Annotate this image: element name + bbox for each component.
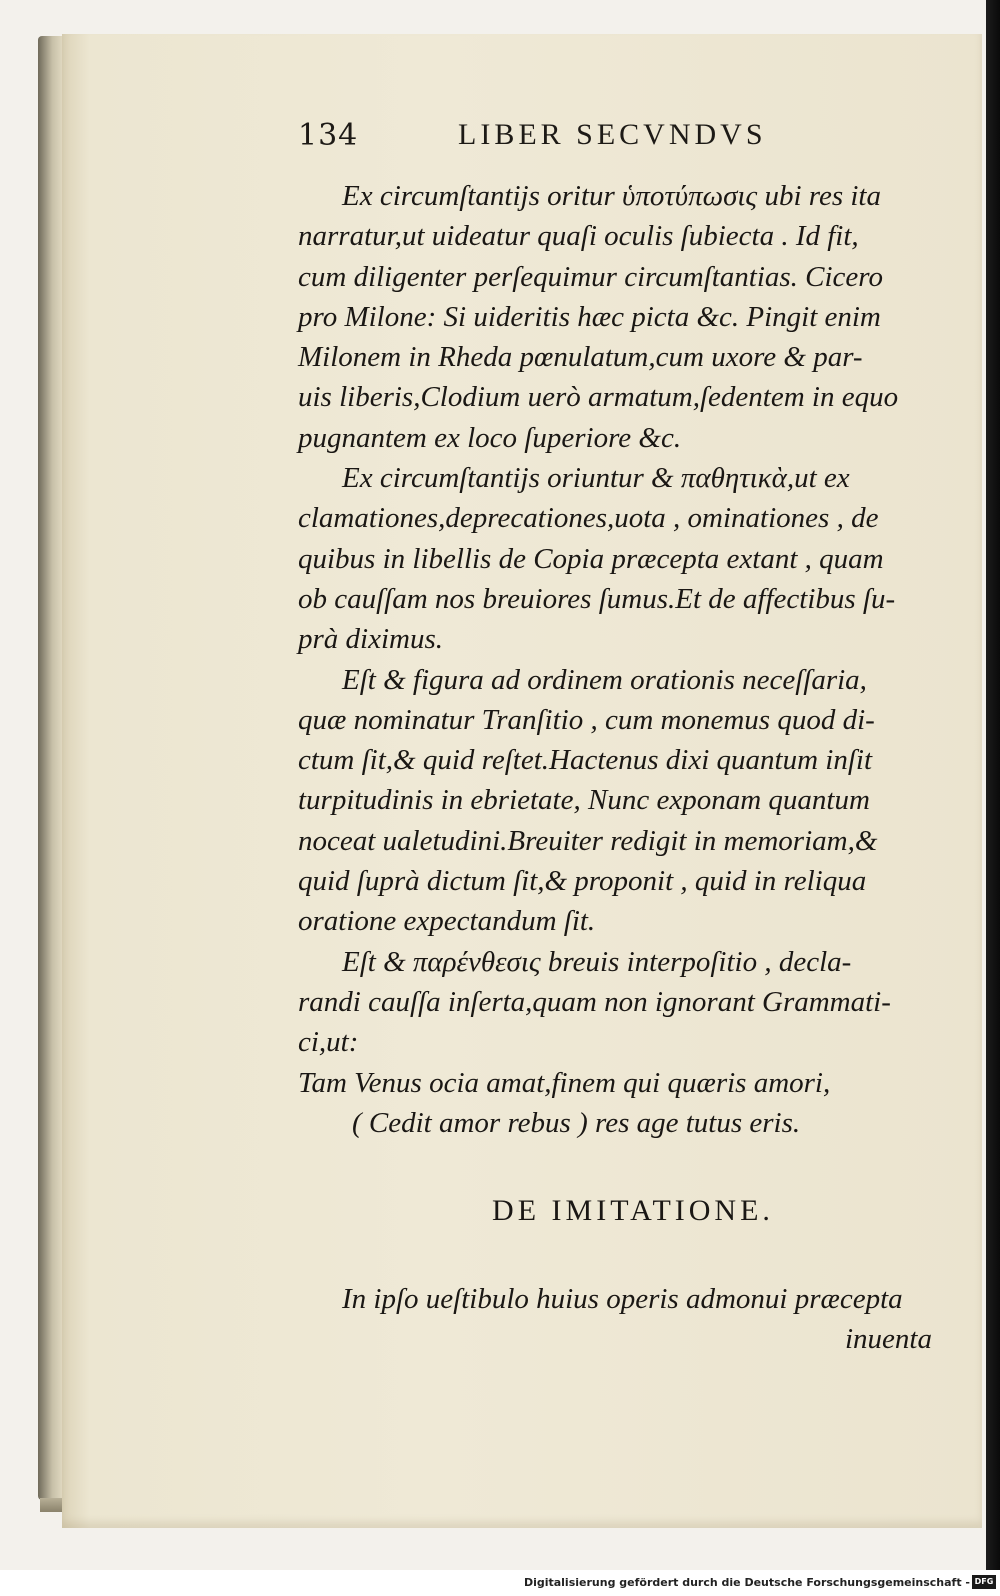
spacer xyxy=(298,1143,938,1183)
text-line: pro Milone: Si uideritis hæc picta &c. Pingit enim xyxy=(298,300,881,333)
verse-line: Tam Venus ocia amat,finem qui quæris amori, xyxy=(298,1066,831,1099)
section-heading: DE IMITATIONE. xyxy=(492,1194,774,1228)
text-line: turpitudinis in ebrietate, Nunc exponam quantum xyxy=(298,784,870,817)
text-line: narratur,ut uideatur quaſi oculis ſubiecta . Id fit, xyxy=(298,220,859,253)
running-head: LIBER SECVNDVS xyxy=(458,118,767,151)
verse-line: ( Cedit amor rebus ) res age tutus eris. xyxy=(352,1106,801,1139)
text-line: In ipſo ueſtibulo huius operis admonui præcepta xyxy=(342,1283,903,1316)
text-line: prà diximus. xyxy=(298,623,443,656)
text-line: quid ſuprà dictum ſit,& proponit , quid in reliqua xyxy=(298,865,867,898)
text-line: ci,ut: xyxy=(298,1026,359,1059)
text-line: ob cauſſam nos breuiores ſumus.Et de affectibus ſu- xyxy=(298,582,896,615)
text-line: ctum ſit,& quid reſtet.Hactenus dixi quantum inſit xyxy=(298,744,873,777)
text-line: quæ nominatur Tranſitio , cum monemus quod di- xyxy=(298,703,875,736)
text-line: Eſt & figura ad ordinem orationis neceſſaria, xyxy=(342,663,867,696)
text-line: Ex circumſtantijs oritur ὑποτύπωσις ubi res ita xyxy=(342,180,881,212)
book-page-edge xyxy=(38,36,64,1500)
text-line: pugnantem ex loco ſuperiore &c. xyxy=(298,421,682,454)
text-line: Milonem in Rheda pœnulatum,cum uxore & par- xyxy=(298,341,863,374)
scan-right-edge xyxy=(986,0,1000,1570)
spacer xyxy=(298,1239,938,1279)
text-line: cum diligenter perſequimur circumſtantias. Cicero xyxy=(298,260,884,293)
text-line: randi cauſſa inſerta,quam non ignorant Grammati- xyxy=(298,985,891,1018)
text-line: Eſt & παρένθεσις breuis interpoſitio , decla- xyxy=(342,945,852,978)
catchword: inuenta xyxy=(845,1323,932,1356)
dfg-logo-icon: DFG xyxy=(972,1575,996,1589)
digitization-footer xyxy=(0,1570,1000,1596)
text-line: noceat ualetudini.Breuiter redigit in memoriam,& xyxy=(298,824,878,857)
text-line: Ex circumſtantijs oriuntur & παθητικὰ,ut ex xyxy=(342,462,850,495)
text-line: clamationes,deprecationes,uota , ominationes , de xyxy=(298,502,879,535)
text-line: uis liberis,Clodium uerò armatum,ſedentem in equo xyxy=(298,381,899,414)
body-text xyxy=(298,176,938,1360)
footer-credit: Digitalisierung gefördert durch die Deutsche Forschungsgemeinschaft - xyxy=(523,1576,970,1589)
text-line: quibus in libellis de Copia præcepta extant , quam xyxy=(298,542,884,575)
page-header xyxy=(298,112,918,162)
text-line: oratione expectandum ſit. xyxy=(298,905,596,938)
page-number: 134 xyxy=(298,118,359,153)
